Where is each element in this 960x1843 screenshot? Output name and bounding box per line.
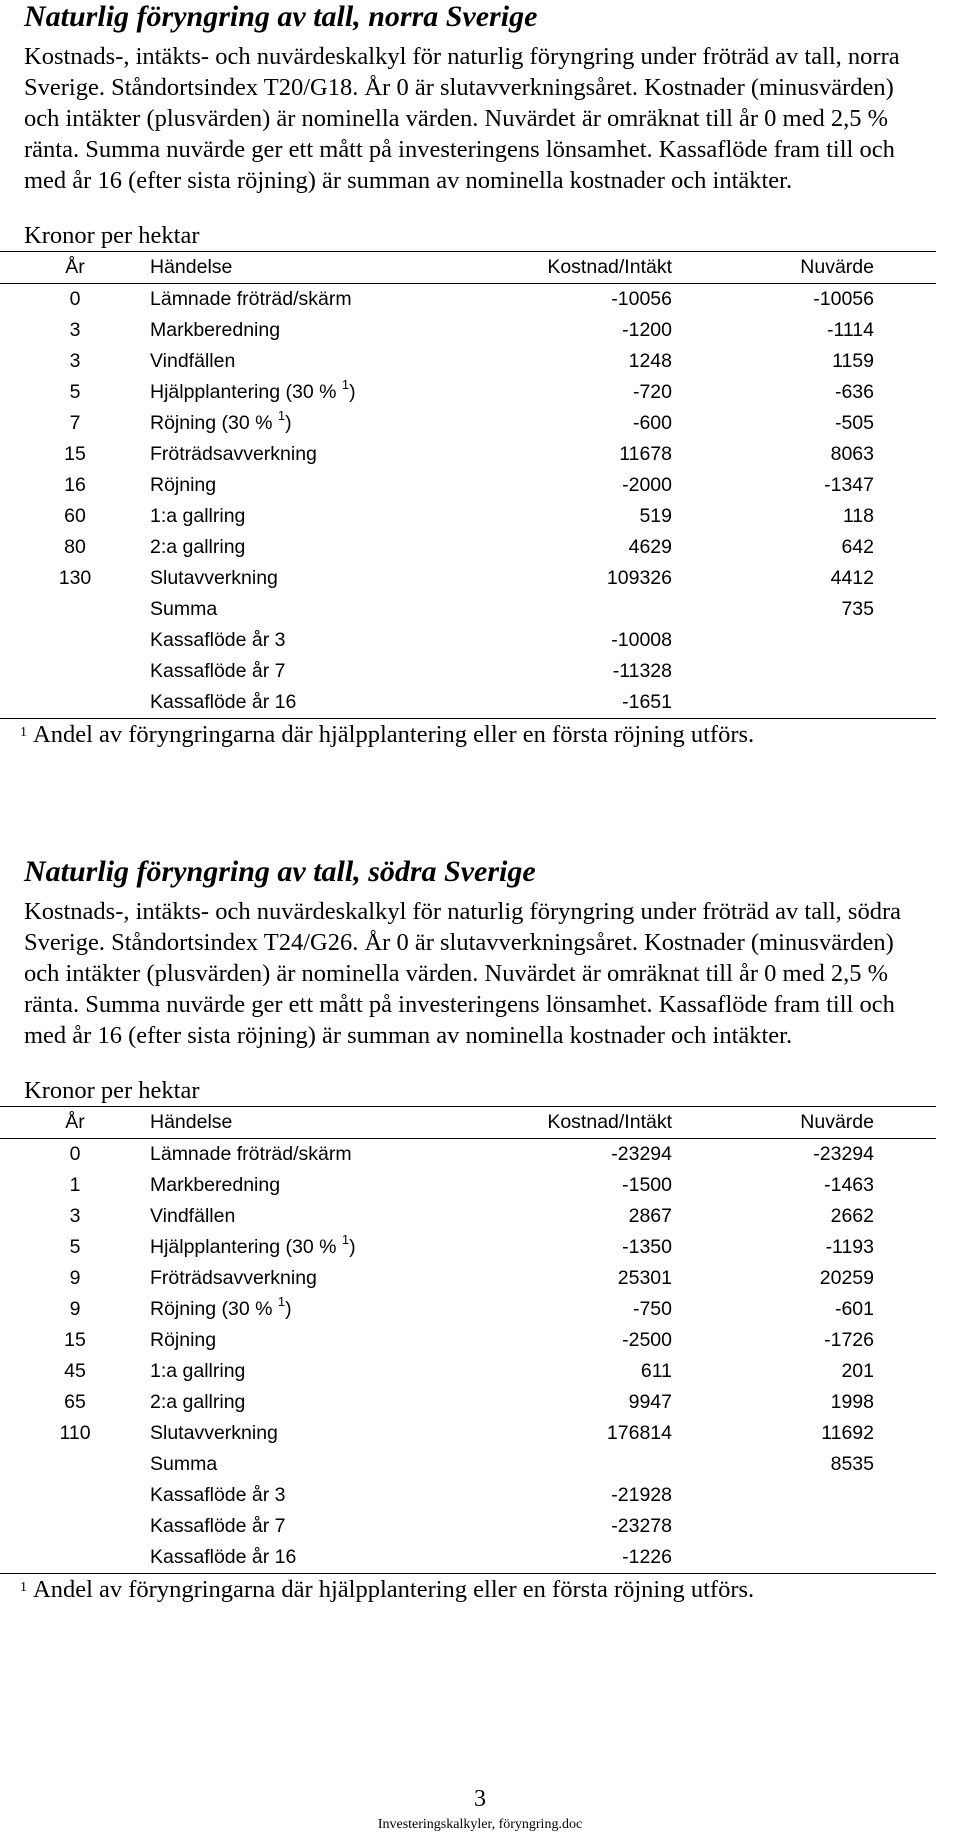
table-header-row — [0, 1107, 936, 1139]
cell-cost — [435, 1449, 672, 1480]
event-label: 2:a gallring — [150, 536, 246, 558]
cell-year: 5 — [69, 1236, 81, 1258]
cell-cost: -21928 — [611, 1484, 672, 1506]
cell-year — [0, 656, 150, 687]
table-row — [0, 470, 936, 501]
cell-year: 7 — [69, 412, 81, 434]
table-row — [0, 656, 936, 687]
cell-cost: -10008 — [611, 629, 672, 651]
table-row — [0, 625, 936, 656]
cell-year: 1 — [69, 1174, 81, 1196]
table-row — [0, 563, 936, 594]
cell-pv: -1193 — [825, 1236, 874, 1258]
cell-year — [0, 625, 150, 656]
event-label: Fröträdsavverkning — [150, 443, 317, 465]
cell-year: 80 — [64, 536, 86, 558]
table-row — [0, 1263, 936, 1294]
cell-cost: 11678 — [619, 443, 672, 465]
cell-event — [150, 1480, 435, 1511]
cell-year: 0 — [69, 1143, 81, 1165]
table-row — [0, 1356, 936, 1387]
cell-pv — [672, 1480, 874, 1511]
cell-event — [150, 687, 435, 719]
cell-year: 15 — [64, 1329, 86, 1351]
event-label: Röjning (30 % — [150, 1298, 278, 1320]
cell-pv: 642 — [841, 536, 874, 558]
table-row — [0, 377, 936, 408]
cell-year: 5 — [69, 381, 81, 403]
cell-year — [0, 687, 150, 719]
cell-pv: -636 — [834, 381, 874, 403]
event-label: Röjning (30 % — [150, 412, 278, 434]
table-row — [0, 1387, 936, 1418]
cell-cost: -1500 — [622, 1174, 672, 1196]
cell-pv: 735 — [841, 598, 874, 620]
table-row — [0, 687, 936, 719]
cell-cost: -1200 — [622, 319, 672, 341]
cell-year: 3 — [69, 350, 81, 372]
footnote-ref: 1 — [277, 1294, 286, 1309]
event-label: Kassaflöde år 7 — [150, 660, 286, 682]
section-title: Naturlig föryngring av tall, norra Sverige — [24, 0, 538, 33]
cell-cost: -2500 — [622, 1329, 672, 1351]
table-header-row — [0, 252, 936, 284]
cell-year: 3 — [69, 319, 81, 341]
footnote — [20, 720, 936, 750]
event-label: Kassaflöde år 16 — [150, 1546, 297, 1568]
cell-year: 65 — [64, 1391, 86, 1413]
event-label: Kassaflöde år 7 — [150, 1515, 286, 1537]
header-year: År — [65, 1111, 85, 1133]
table-row — [0, 1201, 936, 1232]
cell-event — [150, 1418, 435, 1449]
table-row — [0, 532, 936, 563]
cell-pv: 2662 — [830, 1205, 874, 1227]
cell-event — [150, 1511, 435, 1542]
cell-event: Röjning (30 % $^1$) — [150, 1294, 292, 1320]
section-sodra — [20, 855, 934, 1606]
event-label: Slutavverkning — [150, 1422, 278, 1444]
cell-year — [0, 1542, 150, 1574]
event-label: Slutavverkning — [150, 567, 278, 589]
table-row — [0, 1511, 936, 1542]
cell-year: 9 — [69, 1298, 81, 1320]
event-label: Lämnade fröträd/skärm — [150, 1143, 352, 1165]
cell-year: 110 — [59, 1422, 91, 1444]
footnote-row — [0, 719, 936, 752]
cell-pv: -1114 — [827, 319, 874, 341]
cell-event — [150, 284, 435, 316]
cell-year — [0, 1511, 150, 1542]
table-row — [0, 501, 936, 532]
cell-pv: -10056 — [813, 288, 874, 310]
footnote-mark: 1 — [20, 725, 27, 740]
header-event: Händelse — [150, 256, 233, 278]
cell-cost: 176814 — [606, 1422, 672, 1444]
cell-event: Hjälpplantering (30 % $^1$) — [150, 1232, 356, 1258]
event-label: Kassaflöde år 3 — [150, 629, 286, 651]
event-label: Summa — [150, 1453, 218, 1475]
cell-cost: 611 — [640, 1360, 672, 1382]
cell-cost: 519 — [639, 505, 672, 527]
section-description: Kostnads-, intäkts- och nuvärdeskalkyl för naturlig föryngring under fröträd av tall, södra Sverige. Ståndortsindex T24/G26. År 0 är slutavverkningsåret. Kostnader (minusvärden) och intäkter (plusvärden) är nominella värden. Nuvärdet är omräknat till år 0 med 2,5 % ränta. Summa nuvärde ger ett mått på investeringens lönsamhet. Kassaflöde fram till och med år 16 (efter sista röjning) är summan av nominella kostnader och intäkter. — [24, 898, 901, 1049]
cell-event — [150, 470, 435, 501]
footnote-row — [0, 1574, 936, 1607]
table-row — [0, 1449, 936, 1480]
cell-cost: -23294 — [611, 1143, 672, 1165]
section-norra — [20, 0, 934, 751]
cell-cost: -23278 — [611, 1515, 672, 1537]
page-number: 3 — [474, 1786, 486, 1812]
event-label: 1:a gallring — [150, 1360, 246, 1382]
table-row — [0, 284, 936, 316]
cell-pv: 8535 — [830, 1453, 874, 1475]
cell-event — [150, 625, 435, 656]
header-pv: Nuvärde — [800, 1111, 874, 1133]
table-row — [0, 1480, 936, 1511]
kalkyl-table — [0, 251, 936, 751]
header-event: Händelse — [150, 1111, 233, 1133]
table-row — [0, 1232, 936, 1263]
event-label: Röjning — [150, 1329, 217, 1351]
table-row — [0, 1542, 936, 1574]
cell-pv: -23294 — [813, 1143, 874, 1165]
table-row — [0, 1170, 936, 1201]
cell-event — [150, 1449, 435, 1480]
cell-cost: -1226 — [622, 1546, 672, 1568]
footnote-ref: 1 — [277, 408, 286, 423]
cell-year: 9 — [69, 1267, 81, 1289]
cell-pv — [672, 625, 874, 656]
cell-year — [0, 594, 150, 625]
event-label: Hjälpplantering (30 % — [150, 381, 342, 403]
cell-year — [0, 1480, 150, 1511]
event-label: Fröträdsavverkning — [150, 1267, 317, 1289]
cell-pv — [672, 1511, 874, 1542]
cell-pv: 20259 — [819, 1267, 874, 1289]
cell-pv: 1998 — [830, 1391, 874, 1413]
event-label: Kassaflöde år 16 — [150, 691, 297, 713]
cell-pv: -1463 — [824, 1174, 874, 1196]
event-label: Röjning — [150, 474, 217, 496]
cell-pv: -1347 — [824, 474, 874, 496]
units-label: Kronor per hektar — [24, 222, 200, 249]
table-row — [0, 346, 936, 377]
header-year: År — [65, 256, 85, 278]
cell-event — [150, 1387, 435, 1418]
header-cost: Kostnad/Intäkt — [547, 256, 672, 278]
cell-event — [150, 1325, 435, 1356]
cell-event — [150, 1201, 435, 1232]
cell-cost: -2000 — [622, 474, 672, 496]
header-pv: Nuvärde — [800, 256, 874, 278]
event-label: 2:a gallring — [150, 1391, 246, 1413]
cell-cost: -750 — [632, 1298, 672, 1320]
event-label: Kassaflöde år 3 — [150, 1484, 286, 1506]
cell-cost: 25301 — [617, 1267, 672, 1289]
table-row — [0, 1325, 936, 1356]
cell-event — [150, 656, 435, 687]
footnote-ref: 1 — [341, 377, 350, 392]
event-label: Markberedning — [150, 1174, 281, 1196]
footnote-text: Andel av föryngringarna där hjälpplantering eller en första röjning utförs. — [33, 1576, 755, 1603]
footnote-mark: 1 — [20, 1580, 27, 1595]
section-title: Naturlig föryngring av tall, södra Sverige — [24, 855, 536, 888]
table-row — [0, 1418, 936, 1449]
event-label: Markberedning — [150, 319, 281, 341]
units-label: Kronor per hektar — [24, 1077, 200, 1104]
cell-cost: 4629 — [628, 536, 672, 558]
cell-event: Röjning (30 % $^1$) — [150, 408, 292, 434]
cell-event — [150, 346, 435, 377]
cell-event — [150, 594, 435, 625]
cell-event: Hjälpplantering (30 % $^1$) — [150, 377, 356, 403]
event-label: 1:a gallring — [150, 505, 246, 527]
cell-event — [150, 501, 435, 532]
table-row — [0, 315, 936, 346]
table-row — [0, 1294, 936, 1325]
cell-year: 15 — [64, 443, 86, 465]
cell-pv: 8063 — [830, 443, 874, 465]
cell-pv: 1159 — [832, 350, 874, 372]
footnote — [20, 1575, 936, 1605]
cell-pv — [672, 687, 874, 719]
cell-pv: 201 — [841, 1360, 874, 1382]
cell-pv — [672, 1542, 874, 1574]
cell-cost: 2867 — [628, 1205, 672, 1227]
cell-year: 130 — [58, 567, 92, 589]
cell-event — [150, 1356, 435, 1387]
footer-filename: Investeringskalkyler, föryngring.doc — [377, 1817, 583, 1832]
cell-cost: -1651 — [622, 691, 672, 713]
cell-cost: -1350 — [622, 1236, 672, 1258]
cell-event — [150, 439, 435, 470]
event-label: Lämnade fröträd/skärm — [150, 288, 352, 310]
event-label: Hjälpplantering (30 % — [150, 1236, 342, 1258]
cell-cost: -600 — [632, 412, 672, 434]
cell-event — [150, 315, 435, 346]
cell-event — [150, 563, 435, 594]
cell-pv: -505 — [834, 412, 874, 434]
cell-event — [150, 1139, 435, 1171]
header-cost: Kostnad/Intäkt — [547, 1111, 672, 1133]
cell-event — [150, 1170, 435, 1201]
cell-cost: -720 — [632, 381, 672, 403]
cell-year: 16 — [64, 474, 86, 496]
cell-pv: -1726 — [824, 1329, 874, 1351]
section-description: Kostnads-, intäkts- och nuvärdeskalkyl för naturlig föryngring under fröträd av tall, norra Sverige. Ståndortsindex T20/G18. År 0 är slutavverkningsåret. Kostnader (minusvärden) och intäkter (plusvärden) är nominella värden. Nuvärdet är omräknat till år 0 med 2,5 % ränta. Summa nuvärde ger ett mått på investeringens lönsamhet. Kassaflöde fram till och med år 16 (efter sista röjning) är summan av nominella kostnader och intäkter. — [24, 43, 900, 194]
cell-pv: 118 — [842, 505, 874, 527]
cell-cost — [435, 594, 672, 625]
table-row — [0, 594, 936, 625]
cell-year: 45 — [64, 1360, 86, 1382]
table-row — [0, 1139, 936, 1171]
cell-cost: -10056 — [611, 288, 672, 310]
footnote-ref: 1 — [341, 1232, 350, 1247]
cell-cost: -11328 — [612, 660, 672, 682]
cell-event — [150, 1263, 435, 1294]
cell-pv: -601 — [834, 1298, 874, 1320]
cell-year: 3 — [69, 1205, 81, 1227]
cell-cost: 109326 — [606, 567, 672, 589]
cell-year: 0 — [69, 288, 81, 310]
cell-pv: 11692 — [821, 1422, 874, 1444]
cell-pv — [672, 656, 874, 687]
cell-pv: 4412 — [830, 567, 874, 589]
event-label: Vindfällen — [150, 350, 236, 372]
table-row — [0, 439, 936, 470]
event-label: Vindfällen — [150, 1205, 236, 1227]
cell-event — [150, 1542, 435, 1574]
cell-cost: 9947 — [628, 1391, 672, 1413]
table-row — [0, 408, 936, 439]
cell-event — [150, 532, 435, 563]
cell-year: 60 — [64, 505, 86, 527]
kalkyl-table — [0, 1106, 936, 1606]
cell-year — [0, 1449, 150, 1480]
event-label: Summa — [150, 598, 218, 620]
footnote-text: Andel av föryngringarna där hjälpplantering eller en första röjning utförs. — [33, 721, 755, 748]
cell-cost: 1248 — [628, 350, 672, 372]
